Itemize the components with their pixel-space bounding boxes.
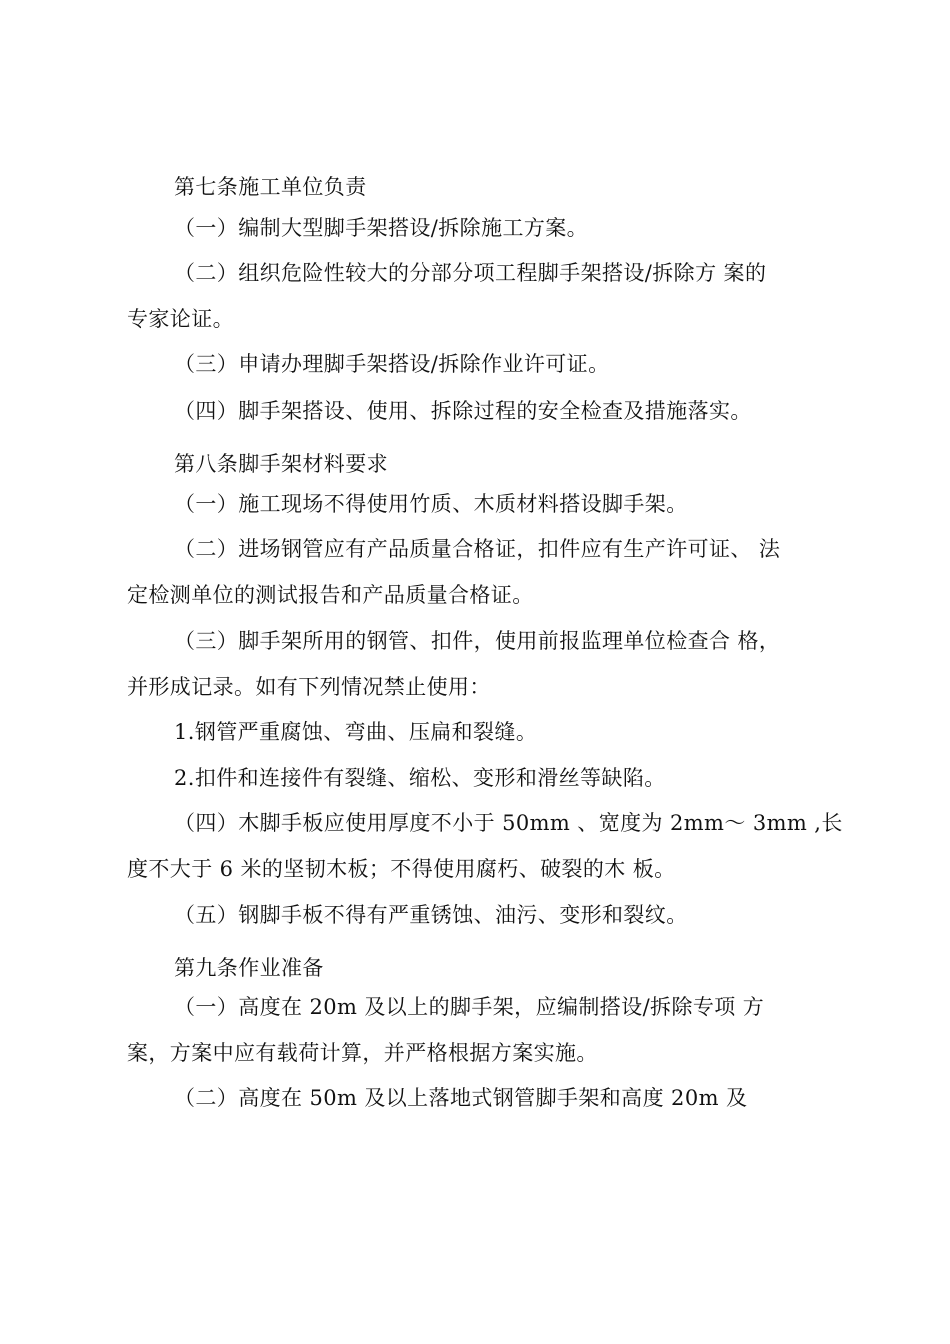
section7-item1: （一）编制大型脚手架搭设/拆除施工方案。 [174,216,589,240]
section7-item4: （四）脚手架搭设、使用、拆除过程的安全检查及措施落实。 [174,399,752,423]
section8-sub1: 1.钢管严重腐蚀、弯曲、压扁和裂缝。 [174,720,538,744]
section8-item5: （五）钢脚手板不得有严重锈蚀、油污、变形和裂纹。 [174,903,688,927]
section8-item1: （一）施工现场不得使用竹质、木质材料搭设脚手架。 [174,492,688,516]
section8-item3-line1: （三）脚手架所用的钢管、扣件，使用前报监理单位检查合 格， [174,629,781,653]
section8-item3-line2: 并形成记录。如有下列情况禁止使用： [127,675,491,699]
section8-item4-line2: 度不大于 6 米的坚韧木板；不得使用腐朽、破裂的木 板。 [127,857,676,881]
section8-heading: 第八条脚手架材料要求 [174,452,388,476]
section8-item4-line1: （四）木脚手板应使用厚度不小于 50mm 、宽度为 2mm〜 3mm ,长 [174,811,843,835]
section9-item1-line1: （一）高度在 20m 及以上的脚手架，应编制搭设/拆除专项 方 [174,995,765,1019]
section9-item1-line2: 案，方案中应有载荷计算，并严格根据方案实施。 [127,1041,598,1065]
section7-item3: （三）申请办理脚手架搭设/拆除作业许可证。 [174,352,610,376]
section7-item2-line1: （二）组织危险性较大的分部分项工程脚手架搭设/拆除方 案的 [174,261,767,285]
section7-heading: 第七条施工单位负责 [174,175,367,199]
section9-item2-line1: （二）高度在 50m 及以上落地式钢管脚手架和高度 20m 及 [174,1086,748,1110]
section7-item2-line2: 专家论证。 [127,307,234,331]
section8-sub2: 2.扣件和连接件有裂缝、缩松、变形和滑丝等缺陷。 [174,766,666,790]
section9-heading: 第九条作业准备 [174,956,324,980]
section8-item2-line1: （二）进场钢管应有产品质量合格证，扣件应有生产许可证、 法 [174,537,781,561]
section8-item2-line2: 定检测单位的测试报告和产品质量合格证。 [127,583,534,607]
